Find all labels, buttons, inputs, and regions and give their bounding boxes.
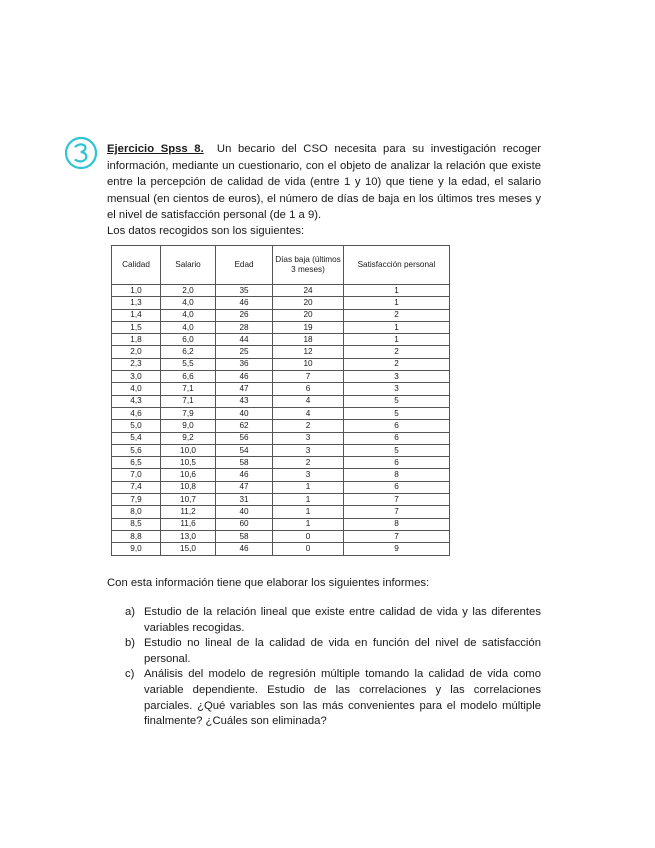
table-cell: 54 bbox=[216, 444, 273, 456]
table-cell: 5,0 bbox=[112, 420, 161, 432]
table-cell: 6,6 bbox=[161, 371, 216, 383]
table-row bbox=[112, 457, 450, 469]
table-cell: 6,5 bbox=[112, 457, 161, 469]
table-cell: 19 bbox=[273, 321, 344, 333]
table-cell: 6,2 bbox=[161, 346, 216, 358]
header-satisfaccion: Satisfacción personal bbox=[344, 246, 450, 285]
table-cell: 2,0 bbox=[161, 285, 216, 297]
table-row bbox=[112, 346, 450, 358]
table-cell: 10,5 bbox=[161, 457, 216, 469]
table-row bbox=[112, 383, 450, 395]
table-cell: 3 bbox=[273, 469, 344, 481]
report-item bbox=[125, 636, 541, 667]
table-cell: 10,7 bbox=[161, 494, 216, 506]
table-cell: 5,5 bbox=[161, 358, 216, 370]
report-text: Estudio no lineal de la calidad de vida en función del nivel de satisfacción personal. bbox=[144, 637, 541, 665]
table-cell: 1 bbox=[344, 285, 450, 297]
table-cell: 1 bbox=[344, 321, 450, 333]
table-row bbox=[112, 358, 450, 370]
table-cell: 46 bbox=[216, 543, 273, 555]
table-cell: 1,8 bbox=[112, 334, 161, 346]
header-dias-baja: Días baja (últimos 3 meses) bbox=[273, 246, 344, 285]
table-cell: 40 bbox=[216, 407, 273, 419]
table-cell: 2,3 bbox=[112, 358, 161, 370]
table-cell: 3 bbox=[273, 444, 344, 456]
table-row bbox=[112, 494, 450, 506]
table-cell: 4,0 bbox=[112, 383, 161, 395]
table-cell: 6 bbox=[344, 481, 450, 493]
report-item bbox=[125, 667, 541, 729]
table-row bbox=[112, 297, 450, 309]
table-cell: 13,0 bbox=[161, 530, 216, 542]
table-cell: 2 bbox=[273, 420, 344, 432]
table-cell: 1,3 bbox=[112, 297, 161, 309]
table-cell: 20 bbox=[273, 309, 344, 321]
table-cell: 20 bbox=[273, 297, 344, 309]
table-cell: 7,1 bbox=[161, 395, 216, 407]
table-cell: 8,0 bbox=[112, 506, 161, 518]
table-cell: 3 bbox=[344, 383, 450, 395]
table-cell: 1,4 bbox=[112, 309, 161, 321]
table-cell: 9,2 bbox=[161, 432, 216, 444]
table-cell: 4,6 bbox=[112, 407, 161, 419]
table-cell: 6,0 bbox=[161, 334, 216, 346]
table-row bbox=[112, 469, 450, 481]
table-cell: 56 bbox=[216, 432, 273, 444]
table-cell: 8,8 bbox=[112, 530, 161, 542]
table-cell: 4,0 bbox=[161, 297, 216, 309]
table-row bbox=[112, 371, 450, 383]
table-cell: 9,0 bbox=[112, 543, 161, 555]
table-cell: 2 bbox=[344, 309, 450, 321]
table-cell: 9 bbox=[344, 543, 450, 555]
table-cell: 11,6 bbox=[161, 518, 216, 530]
table-cell: 47 bbox=[216, 383, 273, 395]
table-cell: 5 bbox=[344, 407, 450, 419]
table-cell: 10 bbox=[273, 358, 344, 370]
reports-intro: Con esta información tiene que elaborar los siguientes informes: bbox=[107, 577, 430, 589]
table-cell: 46 bbox=[216, 469, 273, 481]
table-cell: 2 bbox=[344, 346, 450, 358]
table-cell: 7,4 bbox=[112, 481, 161, 493]
exercise-statement bbox=[107, 141, 541, 224]
table-row bbox=[112, 395, 450, 407]
table-cell: 44 bbox=[216, 334, 273, 346]
table-cell: 5,6 bbox=[112, 444, 161, 456]
table-cell: 7,9 bbox=[161, 407, 216, 419]
table-cell: 6 bbox=[344, 457, 450, 469]
exercise-title: Ejercicio Spss 8. bbox=[107, 143, 204, 155]
table-row bbox=[112, 285, 450, 297]
reports-list bbox=[125, 605, 541, 730]
table-cell: 8,5 bbox=[112, 518, 161, 530]
table-cell: 7,0 bbox=[112, 469, 161, 481]
table-cell: 4,0 bbox=[161, 321, 216, 333]
table-cell: 4 bbox=[273, 395, 344, 407]
table-cell: 1 bbox=[273, 506, 344, 518]
table-row bbox=[112, 407, 450, 419]
table-header-row bbox=[112, 246, 450, 285]
table-cell: 7,1 bbox=[161, 383, 216, 395]
table-cell: 5,4 bbox=[112, 432, 161, 444]
table-cell: 0 bbox=[273, 530, 344, 542]
table-row bbox=[112, 481, 450, 493]
table-cell: 24 bbox=[273, 285, 344, 297]
table-cell: 1 bbox=[344, 334, 450, 346]
table-cell: 3 bbox=[273, 432, 344, 444]
table-cell: 28 bbox=[216, 321, 273, 333]
table-cell: 60 bbox=[216, 518, 273, 530]
table-row bbox=[112, 334, 450, 346]
table-cell: 5 bbox=[344, 395, 450, 407]
table-cell: 10,6 bbox=[161, 469, 216, 481]
table-cell: 7 bbox=[273, 371, 344, 383]
table-cell: 15,0 bbox=[161, 543, 216, 555]
table-cell: 4,0 bbox=[161, 309, 216, 321]
table-cell: 26 bbox=[216, 309, 273, 321]
report-text: Análisis del modelo de regresión múltiple tomando la calidad de vida como variable dependiente. Estudio de las correlaciones y las correlaciones parciales. ¿Qué variables son las más convenientes para el modelo múltiple finalmente? ¿Cuáles son eliminada? bbox=[144, 668, 541, 728]
report-text: Estudio de la relación lineal que existe entre calidad de vida y las diferentes variables recogidas. bbox=[144, 606, 541, 634]
table-cell: 40 bbox=[216, 506, 273, 518]
table-cell: 2,0 bbox=[112, 346, 161, 358]
table-row bbox=[112, 309, 450, 321]
table-row bbox=[112, 518, 450, 530]
table-cell: 36 bbox=[216, 358, 273, 370]
table-cell: 1 bbox=[273, 494, 344, 506]
circled-number-3-icon bbox=[63, 135, 99, 171]
data-table bbox=[111, 245, 450, 556]
table-cell: 7 bbox=[344, 530, 450, 542]
table-cell: 6 bbox=[344, 432, 450, 444]
table-cell: 1 bbox=[273, 481, 344, 493]
data-intro: Los datos recogidos son los siguientes: bbox=[107, 225, 305, 237]
table-cell: 1,0 bbox=[112, 285, 161, 297]
table-cell: 7 bbox=[344, 494, 450, 506]
table-cell: 3,0 bbox=[112, 371, 161, 383]
header-edad: Edad bbox=[216, 246, 273, 285]
table-cell: 43 bbox=[216, 395, 273, 407]
table-cell: 4 bbox=[273, 407, 344, 419]
table-cell: 6 bbox=[273, 383, 344, 395]
table-cell: 4,3 bbox=[112, 395, 161, 407]
table-cell: 11,2 bbox=[161, 506, 216, 518]
table-cell: 46 bbox=[216, 297, 273, 309]
header-salario: Salario bbox=[161, 246, 216, 285]
table-row bbox=[112, 432, 450, 444]
report-label: a) bbox=[125, 606, 136, 618]
table-cell: 6 bbox=[344, 420, 450, 432]
table-cell: 8 bbox=[344, 469, 450, 481]
table-cell: 0 bbox=[273, 543, 344, 555]
report-item bbox=[125, 605, 541, 636]
table-cell: 7 bbox=[344, 506, 450, 518]
table-row bbox=[112, 321, 450, 333]
table-cell: 35 bbox=[216, 285, 273, 297]
table-cell: 1 bbox=[344, 297, 450, 309]
table-cell: 10,8 bbox=[161, 481, 216, 493]
table-row bbox=[112, 530, 450, 542]
table-cell: 7,9 bbox=[112, 494, 161, 506]
report-label: c) bbox=[125, 668, 135, 681]
table-cell: 9,0 bbox=[161, 420, 216, 432]
table-cell: 18 bbox=[273, 334, 344, 346]
table-cell: 12 bbox=[273, 346, 344, 358]
table-cell: 46 bbox=[216, 371, 273, 383]
table-row bbox=[112, 444, 450, 456]
table-cell: 2 bbox=[273, 457, 344, 469]
table-cell: 3 bbox=[344, 371, 450, 383]
table-cell: 1 bbox=[273, 518, 344, 530]
table-cell: 2 bbox=[344, 358, 450, 370]
report-label: b) bbox=[125, 637, 136, 650]
table-cell: 5 bbox=[344, 444, 450, 456]
table-cell: 8 bbox=[344, 518, 450, 530]
table-row bbox=[112, 543, 450, 555]
header-calidad: Calidad bbox=[112, 246, 161, 285]
table-cell: 58 bbox=[216, 530, 273, 542]
table-cell: 10,0 bbox=[161, 444, 216, 456]
exercise-body: Un becario del CSO necesita para su investigación recoger información, mediante un cuestionario, con el objeto de analizar la relación que existe entre la percepción de calidad de vida (entre 1 y 10) que tiene y la edad, el salario mensual (en cientos de euros), el número de días de baja en los últimos tres meses y el nivel de satisfacción personal (de 1 a 9). bbox=[107, 143, 541, 222]
table-cell: 25 bbox=[216, 346, 273, 358]
table-cell: 1,5 bbox=[112, 321, 161, 333]
table-body bbox=[112, 285, 450, 556]
table-row bbox=[112, 506, 450, 518]
table-cell: 47 bbox=[216, 481, 273, 493]
table-cell: 31 bbox=[216, 494, 273, 506]
table-cell: 58 bbox=[216, 457, 273, 469]
table-cell: 62 bbox=[216, 420, 273, 432]
table-row bbox=[112, 420, 450, 432]
